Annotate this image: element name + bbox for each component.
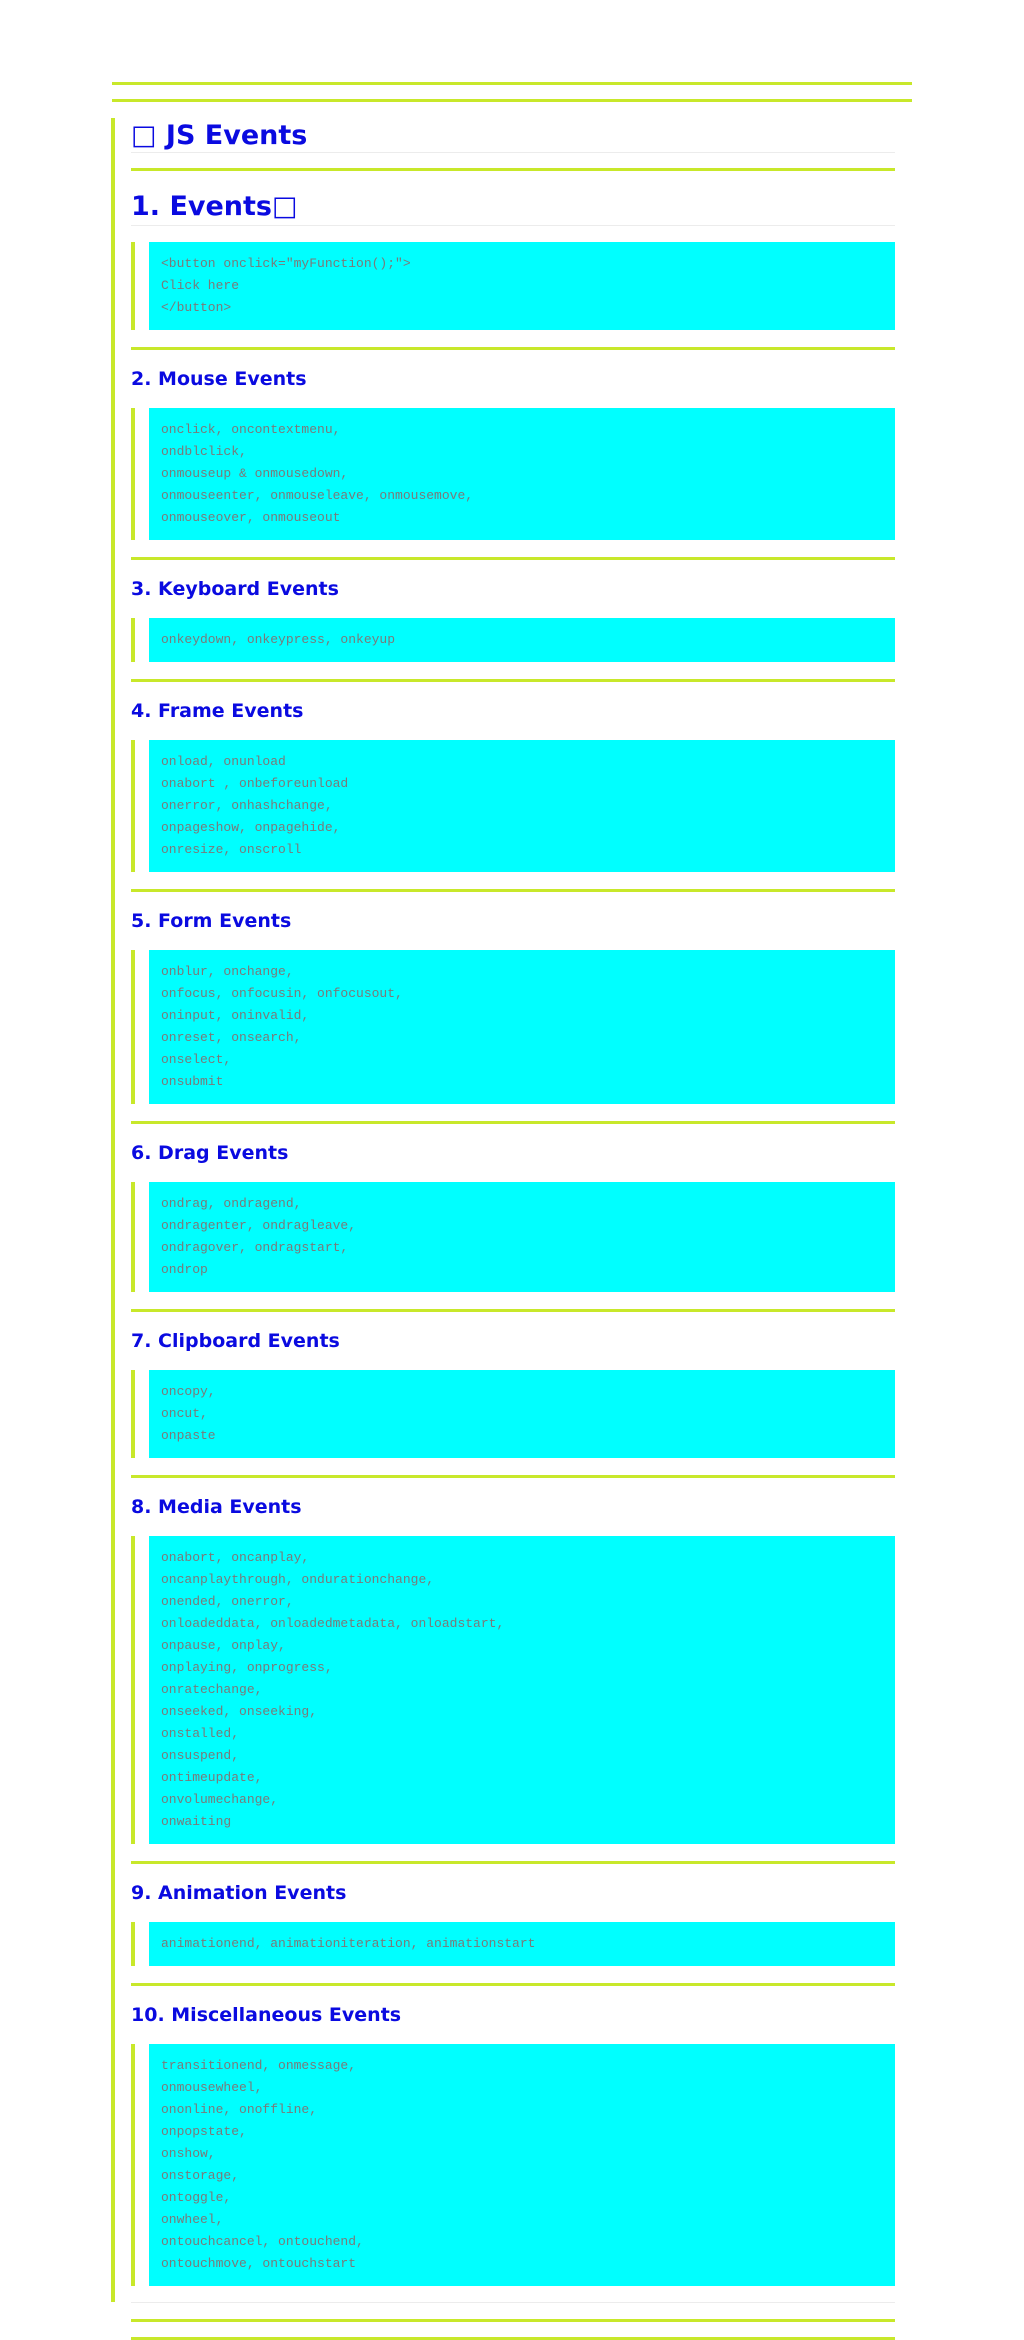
section-title-mouse-events: 2. Mouse Events <box>131 368 307 390</box>
code-keyboard-events: onkeydown, onkeypress, onkeyup <box>149 618 895 662</box>
code-block <box>131 1536 895 1844</box>
section-title-keyboard-events: 3. Keyboard Events <box>131 578 339 600</box>
section-title-frame-events: 4. Frame Events <box>131 700 304 722</box>
code-block <box>131 2044 895 2286</box>
section-title-events: 1. Events□ <box>131 189 895 226</box>
code-block <box>131 408 895 540</box>
section-divider <box>131 1121 895 1124</box>
section-divider <box>131 347 895 350</box>
section-divider <box>131 168 895 171</box>
code-block <box>131 1182 895 1292</box>
code-events: <button onclick="myFunction();"> Click here </button> <box>149 242 895 330</box>
top-divider-2 <box>112 99 912 102</box>
section-title-animation-events: 9. Animation Events <box>131 1882 347 1904</box>
code-block <box>131 1922 895 1966</box>
footer-divider <box>131 2302 895 2303</box>
code-media-events: onabort, oncanplay, oncanplaythrough, ondurationchange, onended, onerror, onloadeddata, onloadedmetadata, onloadstart, onpause, onplay, onplaying, onprogress, onratechange, onseeked, onseeking, onstalled, onsuspend, ontimeupdate, onvolumechange, onwaiting <box>149 1536 895 1844</box>
section-divider <box>131 1475 895 1478</box>
code-block <box>131 1370 895 1458</box>
code-drag-events: ondrag, ondragend, ondragenter, ondragleave, ondragover, ondragstart, ondrop <box>149 1182 895 1292</box>
code-form-events: onblur, onchange, onfocus, onfocusin, onfocusout, oninput, oninvalid, onreset, onsearch, onselect, onsubmit <box>149 950 895 1104</box>
main-content <box>111 118 895 2302</box>
code-block <box>131 950 895 1104</box>
code-clipboard-events: oncopy, oncut, onpaste <box>149 1370 895 1458</box>
section-divider <box>131 557 895 560</box>
section-title-media-events: 8. Media Events <box>131 1496 302 1518</box>
section-divider <box>131 1983 895 1986</box>
section-divider <box>131 1861 895 1864</box>
code-miscellaneous-events: transitionend, onmessage, onmousewheel, ononline, onoffline, onpopstate, onshow, onstorage, ontoggle, onwheel, ontouchcancel, ontouchend, ontouchmove, ontouchstart <box>149 2044 895 2286</box>
page-title: □ JS Events <box>131 118 895 153</box>
section-title-clipboard-events: 7. Clipboard Events <box>131 1330 340 1352</box>
code-block <box>131 740 895 872</box>
code-frame-events: onload, onunload onabort , onbeforeunload onerror, onhashchange, onpageshow, onpagehide, onresize, onscroll <box>149 740 895 872</box>
section-title-drag-events: 6. Drag Events <box>131 1142 289 1164</box>
footer-rule <box>131 2319 895 2322</box>
top-divider-1 <box>112 82 912 85</box>
section-divider <box>131 889 895 892</box>
section-divider <box>131 679 895 682</box>
section-divider <box>131 1309 895 1312</box>
code-mouse-events: onclick, oncontextmenu, ondblclick, onmouseup & onmousedown, onmouseenter, onmouseleave, onmousemove, onmouseover, onmouseout <box>149 408 895 540</box>
code-animation-events: animationend, animationiteration, animationstart <box>149 1922 895 1966</box>
section-title-form-events: 5. Form Events <box>131 910 292 932</box>
section-title-miscellaneous-events: 10. Miscellaneous Events <box>131 2004 402 2026</box>
code-block <box>131 618 895 662</box>
code-block <box>131 242 895 330</box>
